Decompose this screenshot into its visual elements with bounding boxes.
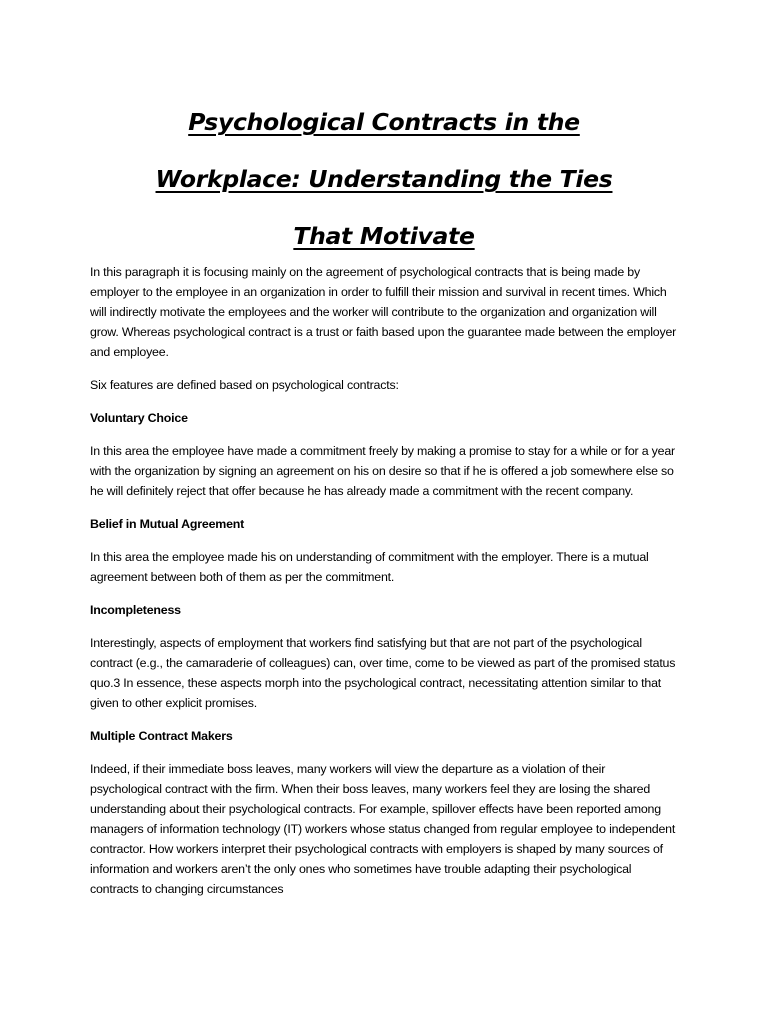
section-heading-mutual-agreement: Belief in Mutual Agreement	[90, 517, 245, 531]
section-heading-multiple-contract-makers: Multiple Contract Makers	[90, 729, 233, 743]
section-text-voluntary-choice: In this area the employee have made a commitment freely by making a promise to stay for a while or for a year with the organization by signing an agreement on his on desire so that if he is offered a job somewhere else so he will definitely reject that offer because he has already made a commitment with the recent company.	[90, 444, 675, 498]
title-line-1: Psychological Contracts in the	[188, 108, 580, 136]
section-heading-voluntary-choice: Voluntary Choice	[90, 411, 188, 425]
title-line-2: Workplace: Understanding the Ties	[155, 165, 613, 193]
section-text-mutual-agreement: In this area the employee made his on understanding of commitment with the employer. There is a mutual agreement between both of them as per the commitment.	[90, 550, 649, 584]
section-heading-incompleteness: Incompleteness	[90, 603, 181, 617]
title-line-3: That Motivate	[293, 222, 475, 250]
document-body	[90, 262, 680, 912]
intro-paragraph: In this paragraph it is focusing mainly on the agreement of psychological contracts that is being made by employer to the employee in an organization in order to fulfill their mission and survival in recent times. Which will indirectly motivate the employees and the worker will contribute to the organization and organization will grow. Whereas psychological contract is a trust or faith based upon the guarantee made between the employer and employee.	[90, 265, 677, 359]
document-title	[90, 94, 678, 265]
section-text-incompleteness: Interestingly, aspects of employment that workers find satisfying but that are not part of the psychological contract (e.g., the camaraderie of colleagues) can, over time, come to be viewed as part of the promised status quo.3 In essence, these aspects morph into the psychological contract, necessitating attention similar to that given to other explicit promises.	[90, 636, 676, 710]
features-intro-paragraph: Six features are defined based on psychological contracts:	[90, 378, 399, 392]
section-text-multiple-contract-makers: Indeed, if their immediate boss leaves, many workers will view the departure as a violation of their psychological contract with the firm. When their boss leaves, many workers feel they are losing the shared understanding about their psychological contracts. For example, spillover effects have been reported among managers of information technology (IT) workers whose status changed from regular employee to independent contractor. How workers interpret their psychological contracts with employers is shaped by many sources of information and workers aren’t the only ones who sometimes have trouble adapting their psychological contracts to changing circumstances	[90, 762, 676, 896]
